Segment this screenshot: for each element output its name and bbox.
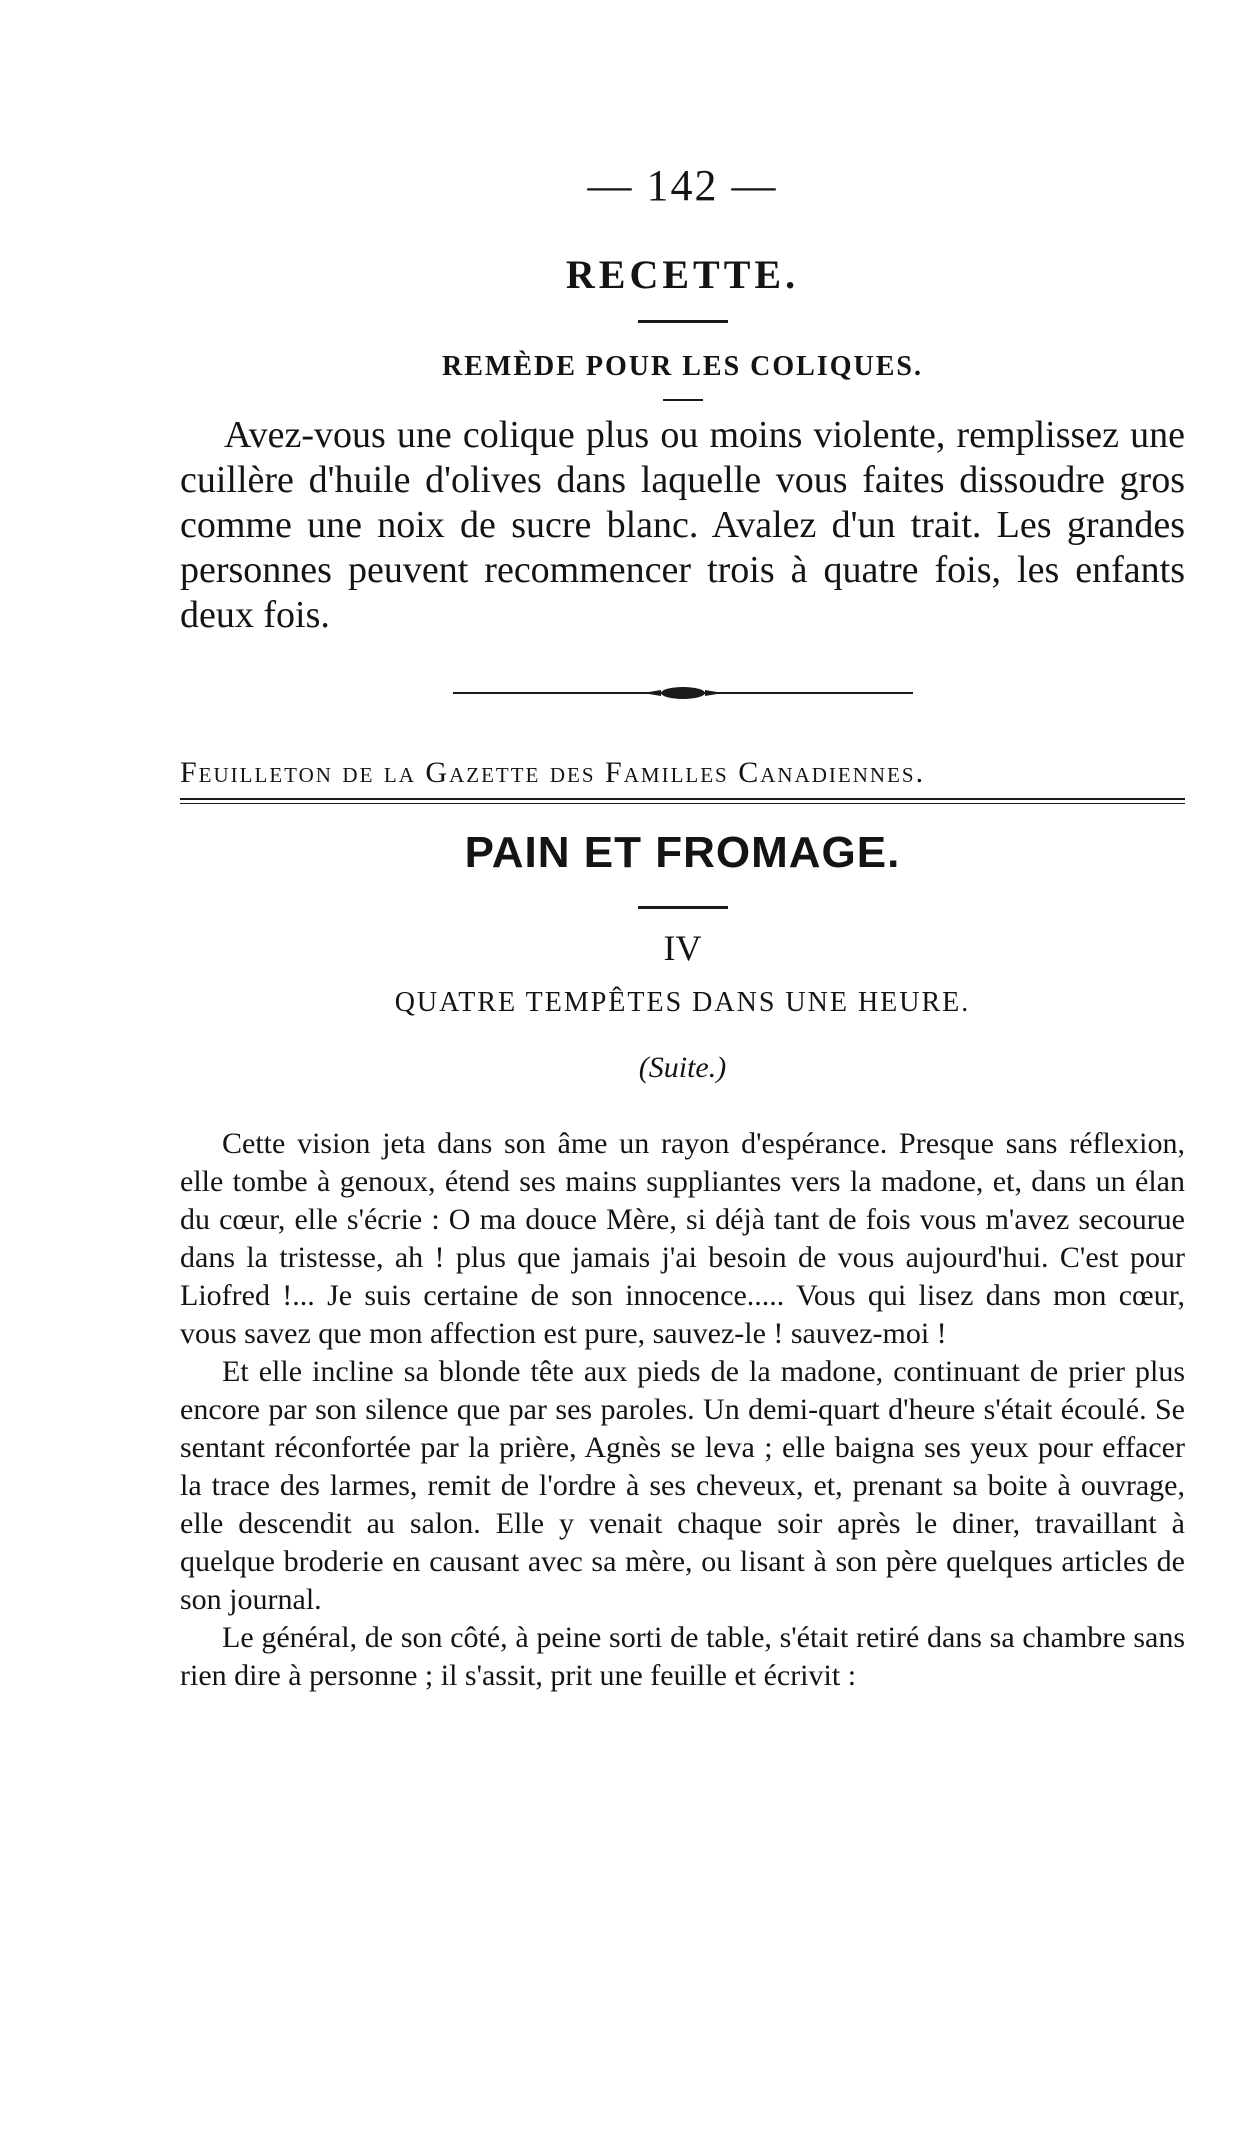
story-paragraph-2: Et elle incline sa blonde tête aux pieds de la madone, continuant de prier plus encore par son silence que par ses paroles. Un demi-quart d'heure s'était écoulé. Se sentant réconfortée par la prière, Agnès se leva ; elle baigna ses yeux pour effacer la trace des larmes, remit de l'ordre à ses cheveux, et, prenant sa boite à ouvrage, elle descendit au salon. Elle y venait chaque soir après le diner, travaillant à quelque broderie en causant avec sa mère, ou lisant à son père quelques articles de son journal. — [180, 1355, 1185, 1616]
page — [180, 160, 1185, 1695]
story-title: PAIN ET FROMAGE. — [464, 828, 901, 877]
ornament-divider-icon — [453, 684, 913, 702]
title-rule — [638, 320, 728, 323]
story-paragraph-3: Le général, de son côté, à peine sorti de table, s'était retiré dans sa chambre sans rien dire à personne ; il s'assit, prit une feuille et écrivit : — [180, 1621, 1185, 1692]
recipe-title: RECETTE. — [565, 252, 800, 297]
recipe-body: Avez-vous une colique plus ou moins violente, remplissez une cuillère d'huile d'olives dans laquelle vous faites dissoudre gros comme une noix de sucre blanc. Avalez d'un trait. Les grandes personnes peuvent recommencer trois à quatre fois, les enfants deux fois. — [180, 414, 1185, 636]
recipe-subtitle: REMÈDE POUR LES COLIQUES. — [442, 351, 923, 382]
header-double-rule — [180, 798, 1185, 804]
ornament-divider — [453, 684, 913, 702]
page-number: — 142 — — [587, 161, 778, 210]
story-title-rule — [638, 906, 728, 909]
story-paragraph-1: Cette vision jeta dans son âme un rayon d'espérance. Presque sans réflexion, elle tombe à genoux, étend ses mains suppliantes vers la madone, et, dans un élan du cœur, elle s'écrie : O ma douce Mère, si déjà tant de fois vous m'avez secourue dans la tristesse, ah ! plus que jamais j'ai besoin de vous aujourd'hui. C'est pour Liofred !... Je suis certaine de son innocence..... Vous qui lisez dans mon cœur, vous savez que mon affection est pure, sauvez-le ! sauvez-moi ! — [180, 1127, 1185, 1350]
story-body — [180, 1125, 1185, 1695]
feuilleton-header: Feuilleton de la Gazette des Familles Canadiennes. — [180, 756, 926, 789]
chapter-title: QUATRE TEMPÊTES DANS UNE HEURE. — [394, 987, 971, 1018]
chapter-number: IV — [663, 928, 702, 968]
subtitle-rule — [663, 399, 703, 401]
suite-label: (Suite.) — [638, 1051, 727, 1084]
